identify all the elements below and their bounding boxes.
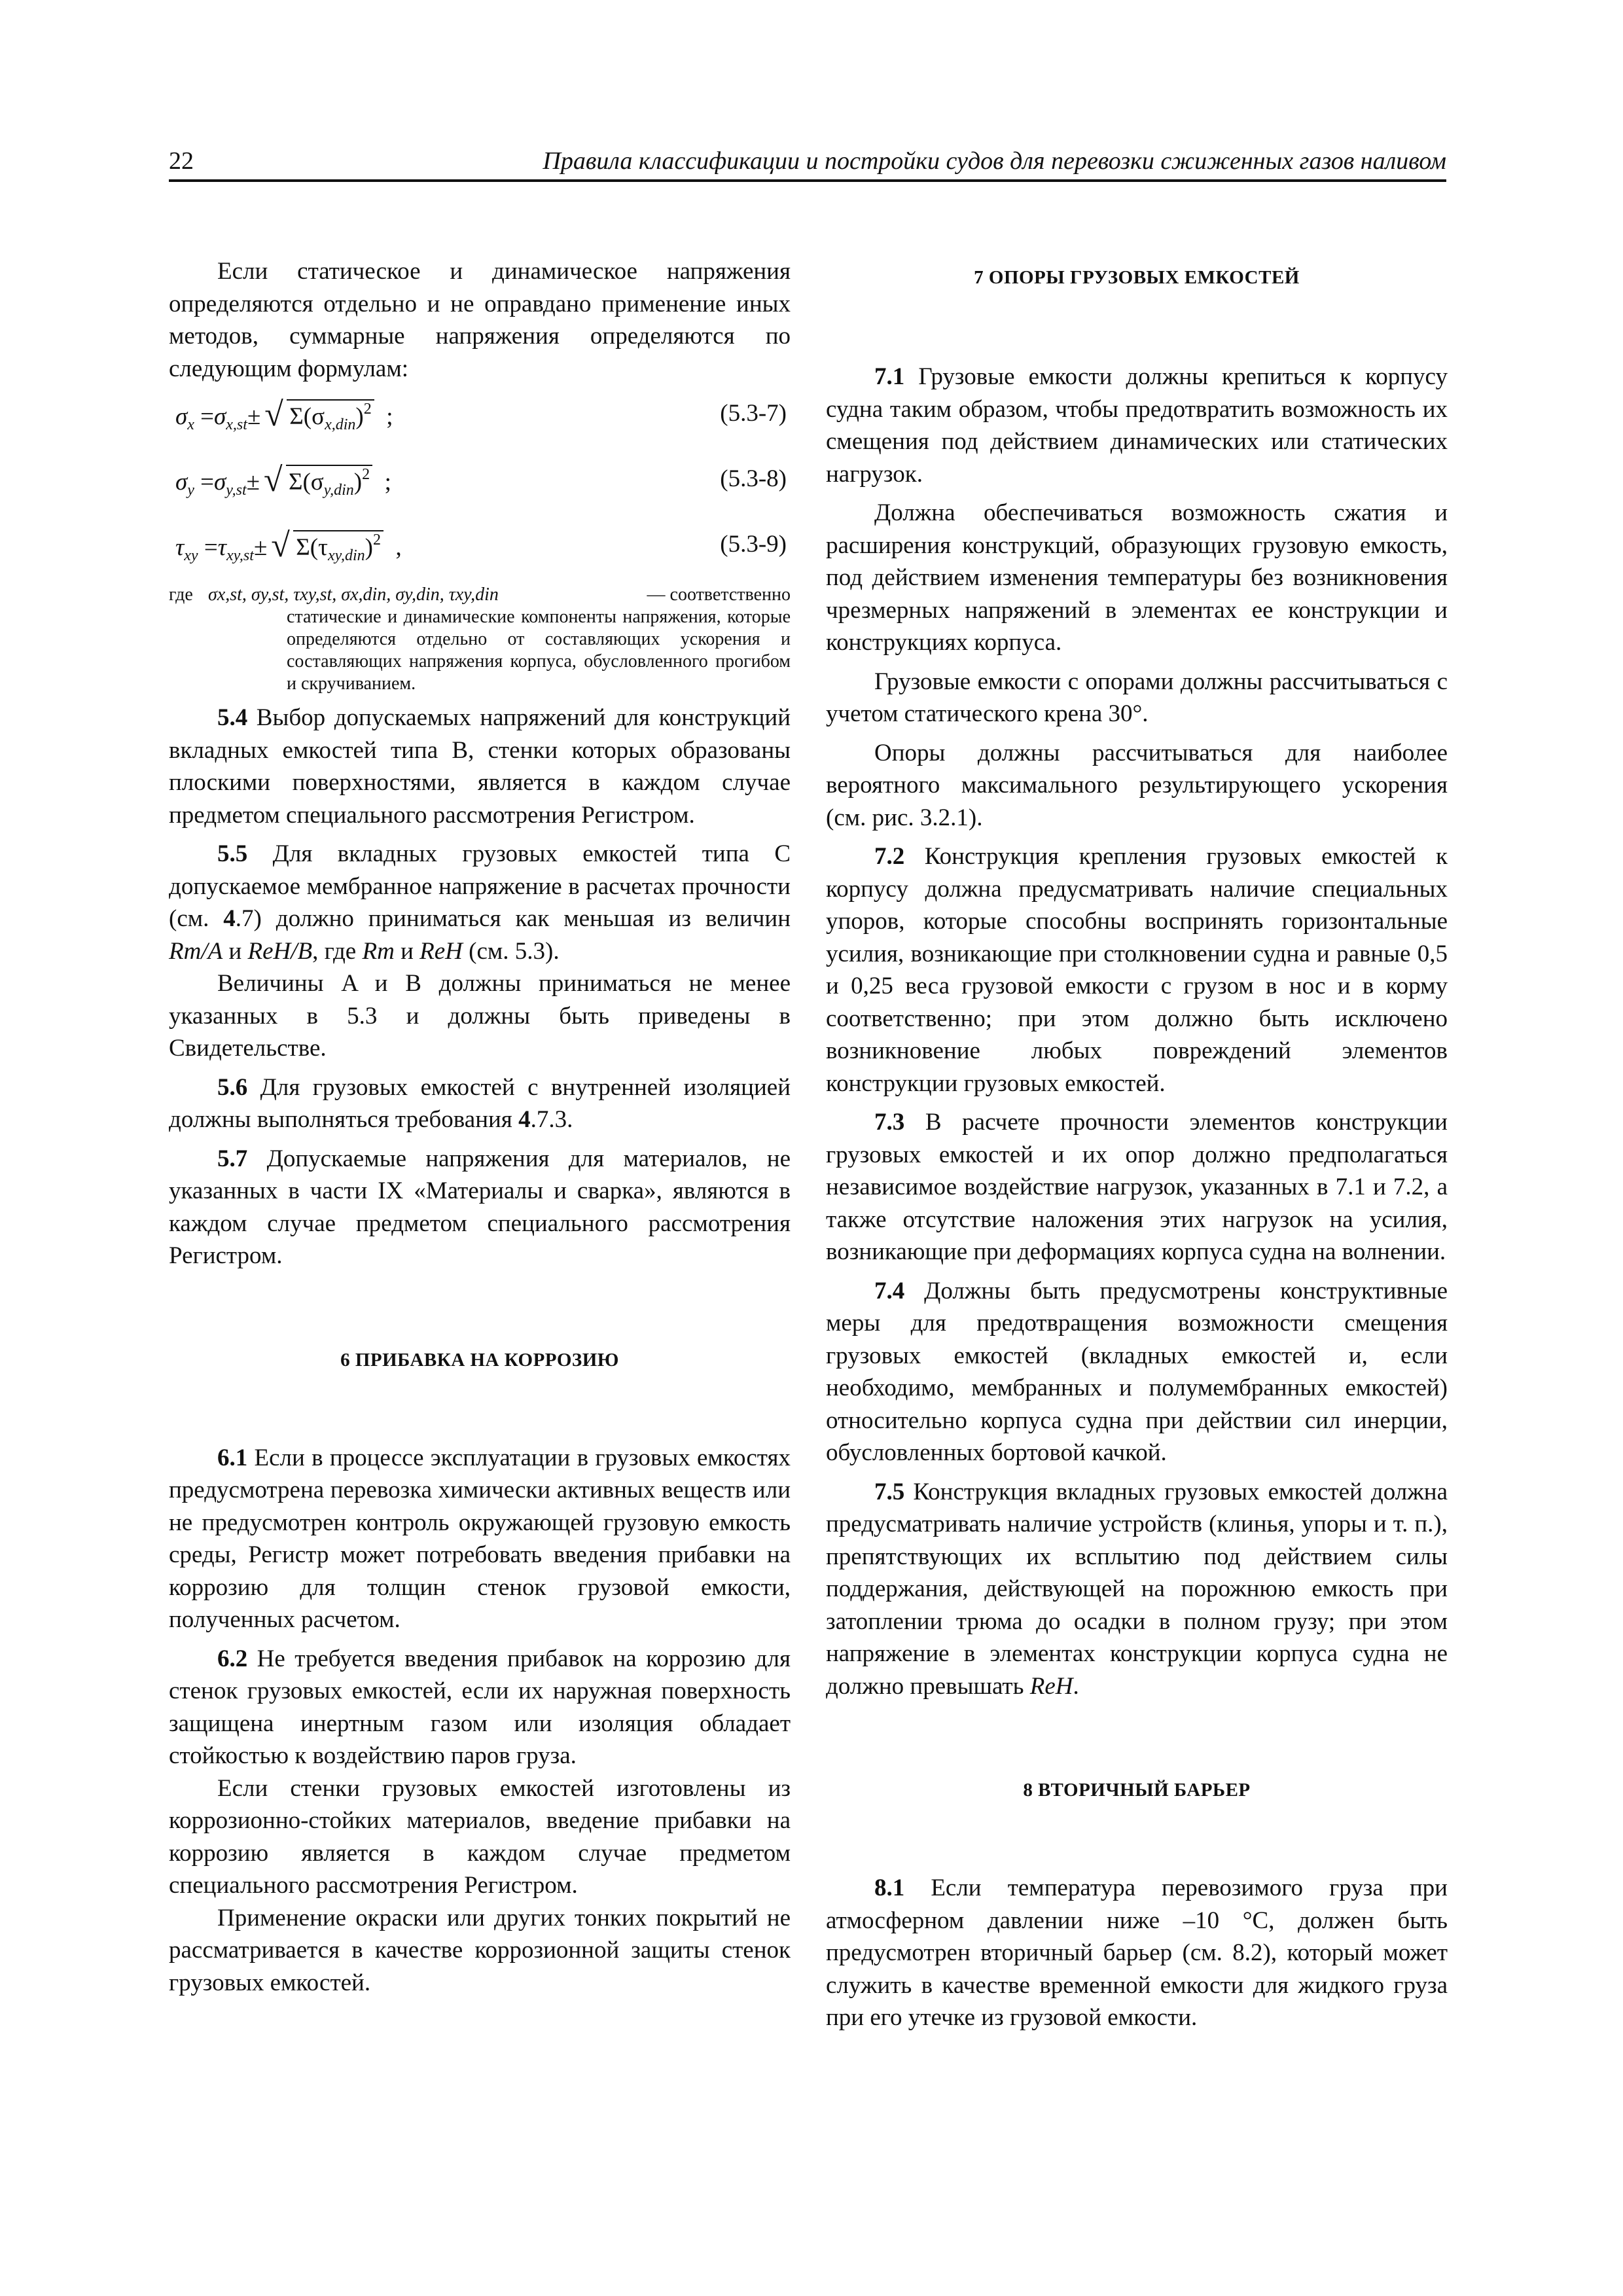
clause-number: 7.2	[874, 843, 905, 870]
paragraph-7-1-supports: Опоры должны рассчитываться для наиболее вероятного максимального результирующего ускорения (см. рис. 3.2.1).	[826, 739, 1448, 831]
formula-rhs: σ	[214, 403, 226, 430]
paragraph-7-4: 7.4 Должны быть предусмотрены конструктивные меры для предотвращения возможности смещения грузовых емкостей (вкладных емкостей и, если необходимо, мембранных и полумембранных емкостей) относительно корпуса судна при действии сил инерции, обусловленных бортовой качкой.	[826, 1277, 1448, 1466]
formula-lhs: τ	[175, 534, 185, 561]
page-header	[169, 145, 1446, 182]
paragraph-7-1-heel: Грузовые емкости с опорами должны рассчитываться с учетом статического крена 30°.	[826, 668, 1448, 727]
formula-lhs: σ	[175, 403, 188, 430]
clause-number: 5.6	[217, 1073, 248, 1101]
paragraph-8-1: 8.1 Если температура перевозимого груза при атмосферном давлении ниже –10 °C, должен быть предусмотрен вторичный барьер (см. 8.2), который может служить в качестве временной емкости для жидкого груза при его утечке из грузовой емкости.	[826, 1874, 1448, 2031]
formula-label: (5.3-7)	[720, 400, 787, 427]
sqrt-symbol: √ $\Sigma(\sigma_{x,din})^2$	[264, 399, 374, 434]
formula-5-3-8: $\sigma_y =\sigma_{y,st}\pm$ √ $\Sigma(\sigma_{y,din})^2$ ; (5.3-8)	[175, 461, 787, 499]
formula-label: (5.3-8)	[720, 465, 787, 492]
clause-number: 7.3	[874, 1109, 905, 1136]
formula-rhs: τ	[217, 534, 226, 561]
paragraph-5-5-values: Величины A и B должны приниматься не менее указанных в 5.3 и должны быть приведены в Свидетельстве.	[169, 970, 791, 1062]
paragraph-5-5: 5.5 Для вкладных грузовых емкостей типа C допускаемое мембранное напряжение в расчетах прочности (см. 4.7) должно приниматься как меньшая из величин Rm/A и ReH/B, где Rm и ReH (см. 5.3).	[169, 840, 791, 965]
paragraph-intro: Если статическое и динамическое напряжения определяются отдельно и не оправдано применение иных методов, суммарные напряжения определяются по следующим формулам:	[169, 258, 791, 382]
paragraph-6-2-corrosion: Если стенки грузовых емкостей изготовлены из коррозионно-стойких материалов, введение прибавки на коррозию является в каждом случае предметом специального рассмотрения Регистром.	[169, 1774, 791, 1899]
clause-number: 6.1	[217, 1444, 248, 1471]
where-text: статические и динамические компоненты напряжения, которые определяются отдельно от составляющих ускорения и составляющих напряжения корпуса, обусловленного прогибом и скручиванием.	[287, 607, 791, 694]
section-6-heading: 6 ПРИБАВКА НА КОРРОЗИЮ	[340, 1349, 619, 1371]
where-label: где	[169, 584, 193, 605]
formula-rhs: σ	[214, 469, 226, 495]
paragraph-7-2: 7.2 Конструкция крепления грузовых емкостей к корпусу должна предусматривать наличие специальных упоров, которые способны воспринять горизонтальные усилия, возникающие при столкновении судна и равные 0,5 и 0,25 веса грузовой емкости с грузом в нос и в корму соответственно; при этом должно быть исключено возникновение любых повреждений элементов конструкции грузовых емкостей.	[826, 843, 1448, 1097]
paragraph-5-6: 5.6 Для грузовых емкостей с внутренней изоляцией должны выполняться требования 4.7.3.	[169, 1073, 791, 1133]
clause-number: 6.2	[217, 1645, 248, 1672]
section-7-heading: 7 ОПОРЫ ГРУЗОВЫХ ЕМКОСТЕЙ	[974, 267, 1300, 288]
left-column	[169, 255, 791, 1999]
paragraph-6-1: 6.1 Если в процессе эксплуатации в грузовых емкостях предусмотрена перевозка химически активных веществ или не предусмотрен контроль окружающей грузовую емкость среды, Регистр может потребовать введения прибавки на коррозию для толщин стенок грузовой емкости, полученных расчетом.	[169, 1444, 791, 1633]
paragraph-6-2: 6.2 Не требуется введения прибавок на коррозию для стенок грузовых емкостей, если их наружная поверхность защищена инертным газом или изоляция обладает стойкостью к воздействию паров груза.	[169, 1645, 791, 1769]
paragraph-7-5: 7.5 Конструкция вкладных грузовых емкостей должна предусматривать наличие устройств (клинья, упоры и т. п.), препятствующих их всплытию под действием силы поддержания, действующей на порожнюю емкость при затоплении трюма до осадки в полном грузу; при этом напряжение в элементах конструкции корпуса судна не должно превышать ReH.	[826, 1478, 1448, 1700]
formula-label: (5.3-9)	[720, 531, 787, 558]
right-column	[826, 255, 1448, 2034]
where-symbols: σx,st, σy,st, τxy,st, σx,din, σy,din, τxy,din	[208, 584, 499, 605]
sqrt-symbol: √ $\Sigma(\tau_{xy,din})^2$	[271, 530, 383, 565]
formula-5-3-9: $\tau_{xy} =\tau_{xy,st}\pm$ √ $\Sigma(\tau_{xy,din})^2$ , (5.3-9)	[175, 527, 787, 564]
sqrt-symbol: √ $\Sigma(\sigma_{y,din})^2$	[264, 465, 372, 499]
clause-number: 7.5	[874, 1478, 905, 1505]
paragraph-5-7: 5.7 Допускаемые напряжения для материалов, не указанных в части IX «Материалы и сварка», являются в каждом случае предметом специального рассмотрения Регистром.	[169, 1145, 791, 1269]
clause-number: 8.1	[874, 1874, 905, 1901]
paragraph-5-4: 5.4 Выбор допускаемых напряжений для конструкций вкладных емкостей типа B, стенки которых образованы плоскими поверхностями, является в каждом случае предметом специального рассмотрения Регистром.	[169, 704, 791, 829]
clause-number: 7.1	[874, 363, 905, 390]
formula-lhs: σ	[175, 469, 188, 495]
where-dash: — соответственно	[647, 584, 791, 605]
paragraph-7-3: 7.3 В расчете прочности элементов конструкции грузовых емкостей и их опор должно предполагаться независимое воздействие нагрузок, указанных в 7.1 и 7.2, а также отсутствие наложения этих нагрузок на усилия, возникающие при деформациях корпуса судна на волнении.	[826, 1109, 1448, 1265]
running-title: Правила классификации и постройки судов для перевозки сжиженных газов наливом	[543, 147, 1446, 175]
paragraph-7-1-expansion: Должна обеспечиваться возможность сжатия и расширения конструкций, образующих грузовую емкость, под действием изменения температуры без возникновения чрезмерных напряжений в элементах ее конструкции и конструкциях корпуса.	[826, 499, 1448, 656]
clause-number: 5.4	[217, 704, 248, 731]
clause-number: 5.5	[217, 840, 248, 867]
clause-number: 7.4	[874, 1277, 905, 1304]
section-8-heading: 8 ВТОРИЧНЫЙ БАРЬЕР	[1023, 1780, 1251, 1801]
paragraph-7-1: 7.1 Грузовые емкости должны крепиться к корпусу судна таким образом, чтобы предотвратить возможность их смещения под действием динамических или статических нагрузок.	[826, 363, 1448, 488]
page-number: 22	[169, 147, 194, 175]
formula-5-3-7: $\sigma_x =\sigma_{x,st}\pm$ √ $\Sigma(\sigma_{x,din})^2$ ; (5.3-7)	[175, 396, 787, 433]
paragraph-6-2-coating: Применение окраски или других тонких покрытий не рассматривается в качестве коррозионной защиты стенок грузовых емкостей.	[169, 1904, 791, 1996]
clause-number: 5.7	[217, 1145, 248, 1172]
formula-legend	[169, 584, 791, 695]
